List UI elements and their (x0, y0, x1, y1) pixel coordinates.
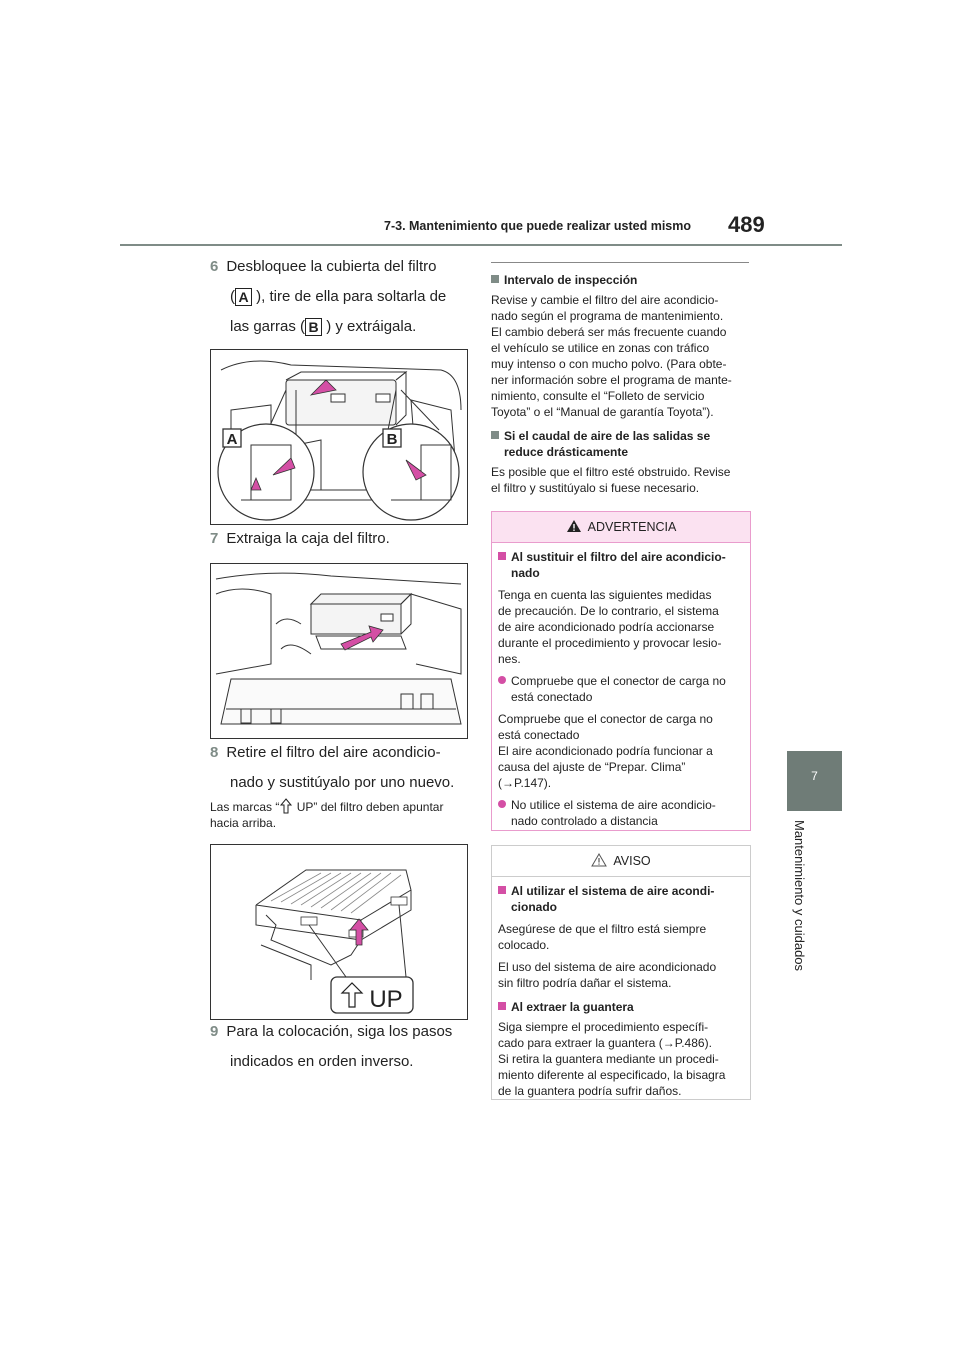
body-line: Siga siempre el procedimiento específi- (498, 1020, 709, 1034)
body-line: nimiento, consulte el “Folleto de servicio (491, 389, 705, 403)
round-bullet-icon (498, 676, 506, 684)
step-7 (210, 524, 470, 554)
step-text: Desbloquee la cubierta del filtro (226, 258, 437, 275)
note-text: Las marcas “ (210, 800, 280, 814)
illustration-filter-up-mark (211, 845, 467, 1019)
step-number: 8 (210, 744, 219, 761)
up-label-text: UP (369, 986, 403, 1013)
square-bullet-icon (491, 431, 499, 439)
body-line: el filtro y sustitúyalo si fuese necesario. (491, 481, 700, 495)
figure-new-filter (210, 844, 468, 1020)
step-text: ), tire de ella para soltarla de (252, 288, 447, 305)
step-text: ( (230, 288, 235, 305)
step-text: las garras ( (230, 318, 306, 335)
note-text: UP” del filtro deben apuntar (293, 800, 444, 814)
section-heading: reduce drásticamente (504, 445, 629, 459)
notice-header (492, 846, 750, 877)
section-heading: Si el caudal de aire de las salidas se (504, 429, 711, 443)
square-bullet-icon (491, 275, 499, 283)
body-line: El aire acondicionado podría funcionar a (498, 744, 713, 758)
body-line: de precaución. De lo contrario, el sistema (498, 604, 719, 618)
page-number: 489 (728, 212, 765, 237)
caution-triangle-icon (591, 853, 607, 867)
step-text: indicados en orden inverso. (230, 1053, 414, 1070)
label-a-box: A (235, 288, 252, 306)
section-heading: Al utilizar el sistema de aire acondi- (511, 884, 715, 898)
body-line: Compruebe que el conector de carga no (498, 712, 713, 726)
illustration-filter-case-removal (211, 564, 467, 738)
body-line: El uso del sistema de aire acondicionado (498, 960, 717, 974)
section-heading: cionado (511, 900, 558, 914)
step-number: 7 (210, 530, 219, 547)
notice-title: AVISO (613, 854, 651, 868)
body-line: durante el procedimiento y provocar lesio- (498, 636, 722, 650)
label-a-text: A (226, 431, 238, 448)
body-line: (→P.147). (498, 776, 552, 790)
section-divider (491, 262, 749, 263)
body-line: está conectado (498, 728, 580, 742)
step-text: nado y sustitúyalo por uno nuevo. (230, 774, 455, 791)
body-line: el vehículo se utilice en zonas con tráfico (491, 341, 710, 355)
body-line: muy intenso o con mucho polvo. (Para obte- (491, 357, 727, 371)
warning-header (492, 512, 750, 543)
step-8 (210, 738, 470, 798)
chapter-tab: 7 (787, 751, 842, 811)
body-line: colocado. (498, 938, 550, 952)
body-line: nado controlado a distancia (511, 814, 658, 828)
body-line: Es posible que el filtro esté obstruido. Revise (491, 465, 731, 479)
body-line: Tenga en cuenta las siguientes medidas (498, 588, 712, 602)
interval-section (491, 268, 749, 496)
body-line: nes. (498, 652, 521, 666)
step-text: Retire el filtro del aire acondicio- (226, 744, 441, 761)
section-heading: Al sustituir el filtro del aire acondicio- (511, 550, 726, 564)
body-line: ner información sobre el programa de mante- (491, 373, 732, 387)
step-text: ) y extráigala. (322, 318, 417, 335)
figure-filter-case (210, 563, 468, 739)
section-heading: Intervalo de inspección (504, 273, 638, 287)
round-bullet-icon (498, 800, 506, 808)
note-text: hacia arriba. (210, 816, 277, 830)
body-line: causa del ajuste de “Prepar. Clima” (498, 760, 686, 774)
figure-filter-cover (210, 349, 468, 525)
label-b-text: B (386, 431, 398, 448)
body-line: No utilice el sistema de aire acondicio- (511, 798, 716, 812)
up-mark-note (210, 798, 470, 831)
label-b-box: B (305, 318, 322, 336)
illustration-glovebox-filter-cover (211, 350, 467, 524)
body-line: Asegúrese de que el filtro está siempre (498, 922, 707, 936)
step-text: Para la colocación, siga los pasos (226, 1023, 453, 1040)
body-line: El cambio deberá ser más frecuente cuando (491, 325, 727, 339)
section-title: 7-3. Mantenimiento que puede realizar usted mismo (384, 219, 692, 233)
warning-title: ADVERTENCIA (587, 520, 677, 534)
body-line: Revise y cambie el filtro del aire acondicio- (491, 293, 719, 307)
body-line: cado para extraer la guantera (→P.486). (498, 1036, 712, 1050)
step-number: 6 (210, 258, 219, 275)
body-line: Compruebe que el conector de carga no (511, 674, 726, 688)
body-line: nado según el programa de mantenimiento. (491, 309, 724, 323)
notice-box (491, 845, 751, 1100)
body-line: Toyota” o el “Manual de garantía Toyota”). (491, 405, 714, 419)
body-line: sin filtro podría dañar el sistema. (498, 976, 672, 990)
step-text: Extraiga la caja del filtro. (226, 530, 390, 547)
chapter-label: Mantenimiento y cuidados (792, 820, 807, 972)
section-heading: Al extraer la guantera (511, 1000, 634, 1014)
warning-box (491, 511, 751, 831)
up-arrow-icon (279, 798, 293, 814)
body-line: miento diferente al especificado, la bisagra (498, 1068, 726, 1082)
step-9 (210, 1017, 470, 1077)
warning-triangle-icon (566, 519, 582, 533)
section-heading: nado (511, 566, 540, 580)
header-divider (120, 244, 842, 246)
square-bullet-icon (498, 1002, 506, 1010)
step-number: 9 (210, 1023, 219, 1040)
body-line: de la guantera podría sufrir daños. (498, 1084, 682, 1098)
body-line: Si retira la guantera mediante un procedi- (498, 1052, 719, 1066)
step-6 (210, 252, 470, 342)
square-bullet-icon (498, 552, 506, 560)
body-line: está conectado (511, 690, 593, 704)
body-line: de aire acondicionado podría accionarse (498, 620, 715, 634)
square-bullet-icon (498, 886, 506, 894)
